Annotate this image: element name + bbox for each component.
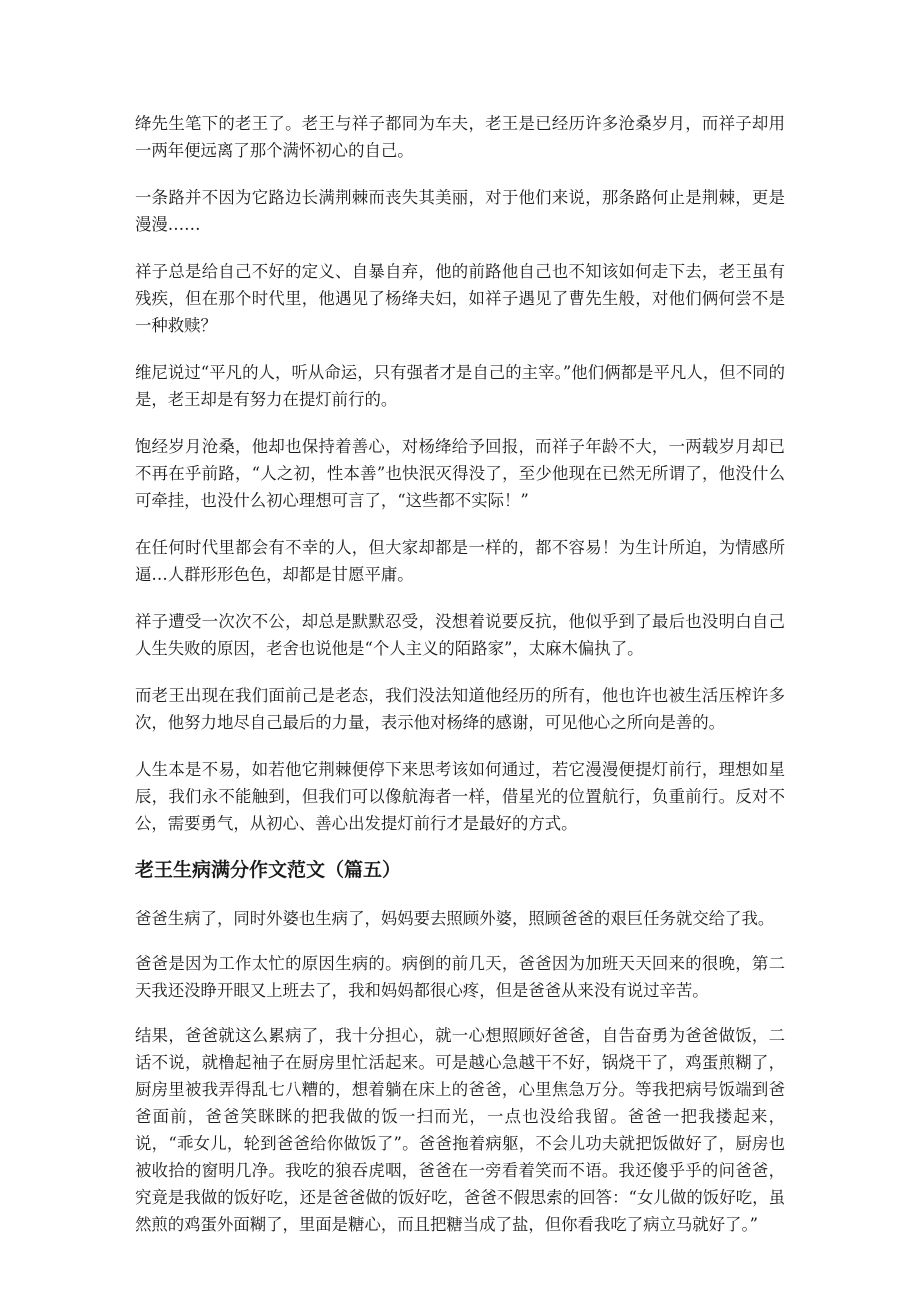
paragraph: 祥子总是给自己不好的定义、自暴自弃，他的前路他自己也不知该如何走下去，老王虽有残疾，但在那个时代里，他遇见了杨绛夫妇，如祥子遇见了曹先生般，对他们俩何尝不是一种救赎？: [135, 262, 785, 335]
paragraph: 饱经岁月沧桑，他却也保持着善心，对杨绛给予回报，而祥子年龄不大，一两载岁月却已不再在乎前路，“人之初，性本善”也快泯灭得没了，至少他现在已然无所谓了，他没什么可牵挂，也没什么初心理想可言了，“这些都不实际！”: [135, 437, 785, 510]
paragraph: 结果，爸爸就这么累病了，我十分担心，就一心想照顾好爸爸，自告奋勇为爸爸做饭，二话不说，就橹起袖子在厨房里忙活起来。可是越心急越干不好，锅烧干了，鸡蛋煎糊了，厨房里被我弄得乱七八糟的，想着躺在床上的爸爸，心里焦急万分。等我把病号饭端到爸爸面前，爸爸笑眯眯的把我做的饭一扫而光，一点也没给我留。爸爸一把我搂起来，说，“乖女儿，轮到爸爸给你做饭了”。爸爸拖着病躯，不会儿功夫就把饭做好了，厨房也被收拾的窗明几净。我吃的狼吞虎咽，爸爸在一旁看着笑而不语。我还傻乎乎的问爸爸，究竟是我做的饭好吃，还是爸爸做的饭好吃，爸爸不假思索的回答：“女儿做的饭好吃，虽然煎的鸡蛋外面糊了，里面是糖心，而且把糖当成了盐，但你看我吃了病立马就好了。”: [135, 1026, 785, 1234]
paragraph: 一条路并不因为它路边长满荆棘而丧失其美丽，对于他们来说，那条路何止是荆棘，更是漫漫……: [135, 188, 785, 234]
paragraph: 爸爸是因为工作太忙的原因生病的。病倒的前几天，爸爸因为加班天天回来的很晚，第二天我还没睁开眼又上班去了，我和妈妈都很心疼，但是爸爸从来没有说过辛苦。: [135, 954, 785, 1000]
section-heading: 老王生病满分作文范文（篇五）: [135, 859, 402, 881]
document-page: [135, 110, 785, 1256]
paragraph: 而老王出现在我们面前己是老态，我们没法知道他经历的所有，他也许也被生活压榨许多次，他努力地尽自己最后的力量，表示他对杨绛的感谢，可见他心之所向是善的。: [135, 686, 785, 732]
paragraph: 祥子遭受一次次不公，却总是默默忍受，没想着说要反抗，他似乎到了最后也没明白自己人生失败的原因，老舍也说他是“个人主义的陌路家”，太麻木偏执了。: [135, 612, 785, 658]
paragraph: 维尼说过“平凡的人，听从命运，只有强者才是自己的主宰。”他们俩都是平凡人，但不同的是，老王却是有努力在提灯前行的。: [135, 363, 785, 409]
paragraph: 绛先生笔下的老王了。老王与祥子都同为车夫，老王是已经历许多沧桑岁月，而祥子却用一两年便远离了那个满怀初心的自己。: [135, 114, 785, 160]
paragraph: 在任何时代里都会有不幸的人，但大家却都是一样的，都不容易！为生计所迫，为情感所逼…人群形形色色，却都是甘愿平庸。: [135, 538, 785, 584]
essay-section-four: [135, 110, 785, 837]
paragraph: 人生本是不易，如若他它荆棘便停下来思考该如何通过，若它漫漫便提灯前行，理想如星辰，我们永不能触到，但我们可以像航海者一样，借星光的位置航行，负重前行。反对不公，需要勇气，从初心、善心出发提灯前行才是最好的方式。: [135, 760, 785, 833]
essay-section-five: [135, 857, 785, 1238]
paragraph: 爸爸生病了，同时外婆也生病了，妈妈要去照顾外婆，照顾爸爸的艰巨任务就交给了我。: [135, 909, 775, 928]
